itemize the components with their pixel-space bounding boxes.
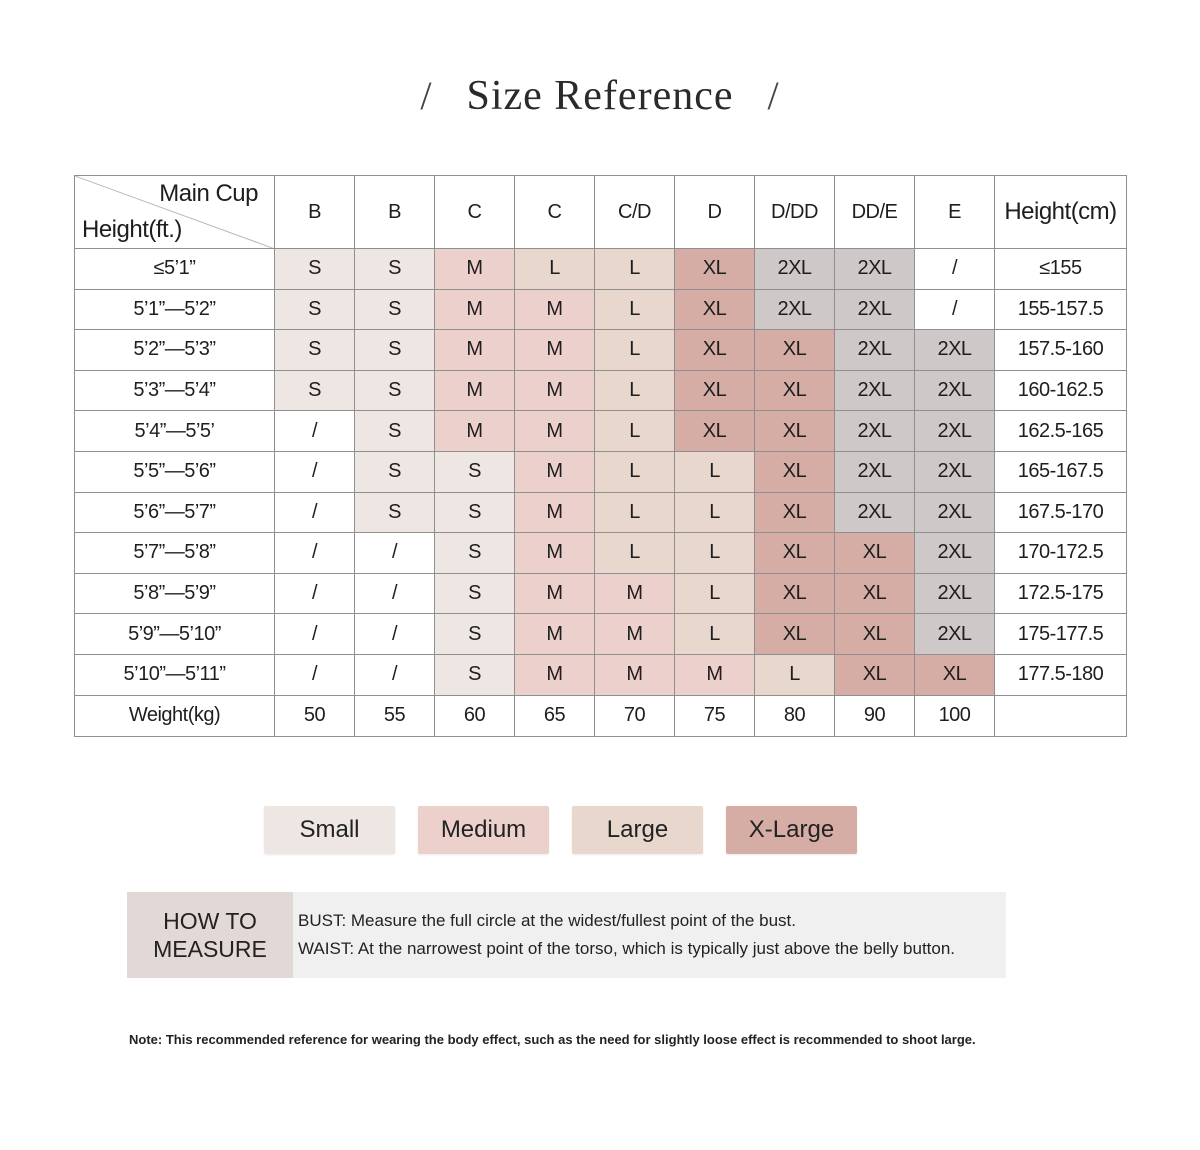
table-row [75,330,1127,371]
size-cell: S [355,370,435,411]
size-cell: S [355,330,435,371]
weight-row [75,695,1127,736]
size-cell: XL [675,249,755,290]
size-cell: M [435,249,515,290]
size-cell: L [515,249,595,290]
size-cell: XL [755,533,835,574]
size-cell: 2XL [835,492,915,533]
size-cell: L [675,573,755,614]
size-cell: XL [755,411,835,452]
height-ft-cell: 5’6”—5’7” [75,492,275,533]
size-cell: S [275,330,355,371]
table-row [75,249,1127,290]
size-cell: XL [915,654,995,695]
size-cell: M [435,370,515,411]
height-cm-cell: 162.5-165 [995,411,1127,452]
size-cell: S [355,451,435,492]
size-cell: 2XL [915,411,995,452]
table-row [75,451,1127,492]
height-cm-cell: 167.5-170 [995,492,1127,533]
bust-instruction: BUST: Measure the full circle at the widest/fullest point of the bust. [298,911,796,930]
height-ft-cell: 5’8”—5’9” [75,573,275,614]
size-cell: M [515,492,595,533]
header-row [75,176,1127,249]
table-row [75,411,1127,452]
height-cm-cell: 175-177.5 [995,614,1127,655]
size-cell: 2XL [915,330,995,371]
size-cell: S [355,249,435,290]
size-cell: XL [755,614,835,655]
size-cell: XL [675,411,755,452]
height-ft-cell: 5’4”—5’5’ [75,411,275,452]
cup-header: C [435,176,515,249]
size-cell: 2XL [915,614,995,655]
height-cm-cell: 157.5-160 [995,330,1127,371]
size-cell: L [675,533,755,574]
size-cell: / [275,411,355,452]
weight-cell: 60 [435,695,515,736]
size-cell: M [435,289,515,330]
size-cell: S [355,492,435,533]
size-cell: L [675,614,755,655]
height-ft-cell: 5’5”—5’6” [75,451,275,492]
size-cell: S [435,573,515,614]
cup-header: B [355,176,435,249]
size-cell: XL [675,370,755,411]
size-cell: / [275,492,355,533]
table-body [75,249,1127,696]
size-cell: S [275,370,355,411]
height-ft-cell: ≤5’1” [75,249,275,290]
size-cell: 2XL [835,451,915,492]
size-cell: S [275,249,355,290]
height-cm-cell: 170-172.5 [995,533,1127,574]
measure-instructions [298,907,955,963]
height-cm-cell: 165-167.5 [995,451,1127,492]
size-cell: / [355,654,435,695]
size-cell: 2XL [755,249,835,290]
height-cm-cell: 177.5-180 [995,654,1127,695]
size-cell: / [355,533,435,574]
size-cell: M [595,654,675,695]
size-cell: M [435,330,515,371]
weight-cell: 90 [835,695,915,736]
size-cell: M [515,451,595,492]
size-cell: XL [755,330,835,371]
size-cell: L [755,654,835,695]
size-cell: L [595,330,675,371]
size-cell: 2XL [915,533,995,574]
size-cell: XL [755,492,835,533]
weight-empty-cell [995,695,1127,736]
size-cell: M [515,330,595,371]
size-cell: / [275,533,355,574]
size-cell: 2XL [835,370,915,411]
size-cell: / [275,573,355,614]
weight-cell: 50 [275,695,355,736]
corner-height-ft-label: Height(ft.) [82,216,182,243]
size-cell: XL [755,370,835,411]
size-cell: S [355,411,435,452]
size-cell: M [515,573,595,614]
size-cell: XL [675,330,755,371]
size-cell: S [275,289,355,330]
height-cm-cell: ≤155 [995,249,1127,290]
how-to-measure-line2: MEASURE [153,936,267,962]
title-slash-right: / [767,73,780,118]
size-cell: L [595,289,675,330]
size-cell: / [355,573,435,614]
cup-header: C [515,176,595,249]
size-cell: 2XL [915,451,995,492]
size-cell: M [515,411,595,452]
height-ft-cell: 5’10”—5’11” [75,654,275,695]
size-cell: 2XL [755,289,835,330]
legend-medium: Medium [418,806,549,854]
title-text: Size Reference [466,73,734,119]
weight-cell: 75 [675,695,755,736]
title-slash-left: / [420,73,433,118]
height-ft-cell: 5’1”—5’2” [75,289,275,330]
cup-header: D [675,176,755,249]
cup-header: E [915,176,995,249]
how-to-measure-label [127,892,293,978]
size-cell: M [515,289,595,330]
table-row [75,533,1127,574]
size-cell: XL [835,573,915,614]
cup-header: D/DD [755,176,835,249]
size-cell: 2XL [915,370,995,411]
size-cell: L [595,411,675,452]
table-row [75,614,1127,655]
size-cell: XL [675,289,755,330]
cup-header: B [275,176,355,249]
size-cell: S [435,654,515,695]
page-title [0,66,1200,126]
size-cell: / [275,614,355,655]
height-cm-cell: 155-157.5 [995,289,1127,330]
size-cell: M [595,573,675,614]
table-row [75,289,1127,330]
size-cell: M [675,654,755,695]
size-cell: L [595,451,675,492]
size-cell: / [915,249,995,290]
size-cell: XL [755,573,835,614]
height-ft-cell: 5’2”—5’3” [75,330,275,371]
waist-instruction: WAIST: At the narrowest point of the torso, which is typically just above the belly button. [298,939,956,958]
weight-cell: 80 [755,695,835,736]
weight-label: Weight(kg) [75,695,275,736]
size-cell: M [515,533,595,574]
size-cell: XL [835,533,915,574]
size-cell: L [675,451,755,492]
size-cell: / [275,451,355,492]
legend-x-large: X-Large [726,806,857,854]
size-cell: L [595,533,675,574]
corner-cell [75,176,275,249]
size-cell: XL [755,451,835,492]
size-cell: S [435,451,515,492]
height-ft-cell: 5’7”—5’8” [75,533,275,574]
size-cell: L [595,370,675,411]
height-cm-cell: 172.5-175 [995,573,1127,614]
size-cell: / [275,654,355,695]
size-cell: 2XL [835,411,915,452]
size-cell: M [515,614,595,655]
weight-cell: 55 [355,695,435,736]
height-cm-cell: 160-162.5 [995,370,1127,411]
size-cell: M [435,411,515,452]
height-ft-cell: 5’3”—5’4” [75,370,275,411]
how-to-measure-box [127,892,1006,978]
weight-cell: 70 [595,695,675,736]
size-cell: L [595,249,675,290]
weight-cell: 100 [915,695,995,736]
size-cell: M [515,370,595,411]
table-row [75,654,1127,695]
size-cell: / [915,289,995,330]
size-cell: L [595,492,675,533]
size-cell: 2XL [835,249,915,290]
size-cell: S [435,533,515,574]
size-cell: XL [835,654,915,695]
legend-large: Large [572,806,703,854]
how-to-measure-line1: HOW TO [163,908,257,934]
size-cell: 2XL [915,573,995,614]
size-cell: S [435,492,515,533]
corner-main-cup-label: Main Cup [159,180,258,207]
height-ft-cell: 5’9”—5’10” [75,614,275,655]
cup-header: C/D [595,176,675,249]
table-row [75,573,1127,614]
size-cell: 2XL [835,330,915,371]
legend-small: Small [264,806,395,854]
size-cell: M [595,614,675,655]
note-text: Note: This recommended reference for wearing the body effect, such as the need for slightly loose effect is recommended to shoot large. [129,1032,976,1047]
size-cell: S [435,614,515,655]
size-cell: 2XL [915,492,995,533]
size-cell: S [355,289,435,330]
height-cm-header: Height(cm) [995,176,1127,249]
size-cell: L [675,492,755,533]
size-cell: M [515,654,595,695]
size-cell: 2XL [835,289,915,330]
weight-cell: 65 [515,695,595,736]
table-row [75,370,1127,411]
table-row [75,492,1127,533]
cup-header: DD/E [835,176,915,249]
size-cell: XL [835,614,915,655]
size-cell: / [355,614,435,655]
size-table [74,175,1127,737]
